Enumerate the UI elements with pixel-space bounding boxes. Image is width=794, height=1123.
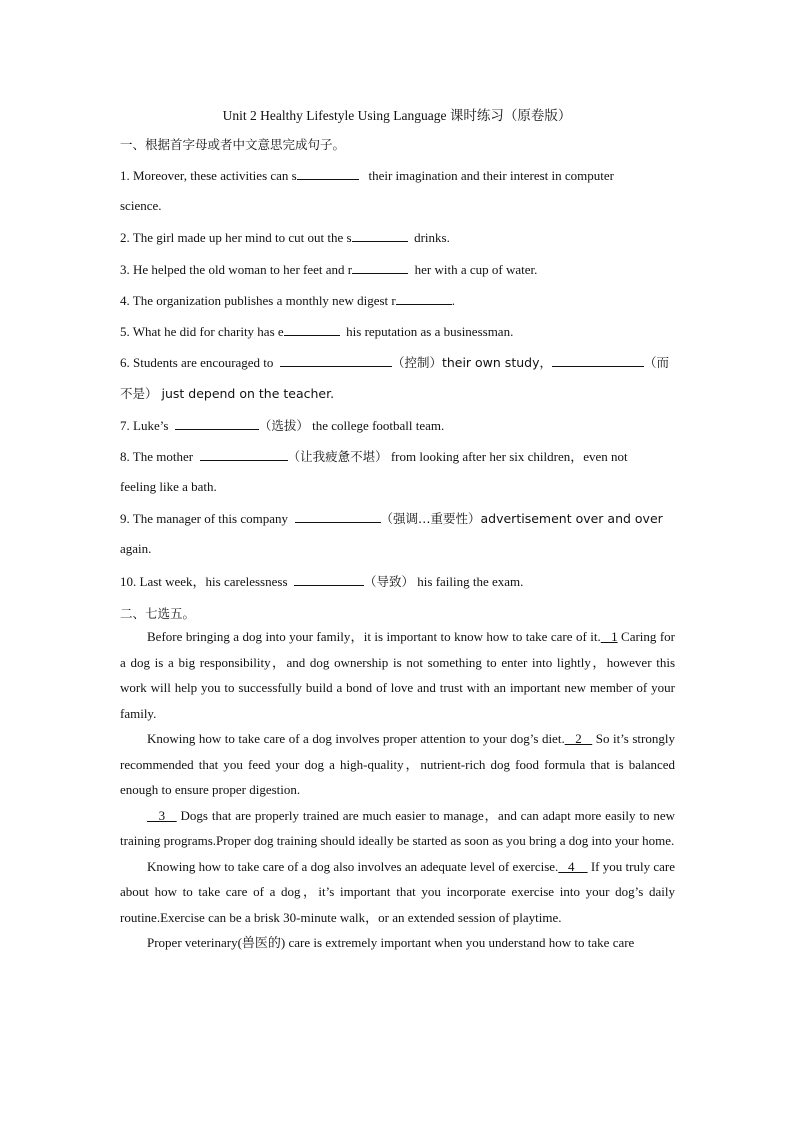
answer-blank	[552, 354, 644, 367]
answer-blank	[294, 573, 364, 586]
section2-heading: 二、七选五。	[120, 606, 196, 621]
paragraph-3: 3 Dogs that are properly trained are much easier to manage，and can adapt more easily to new training programs.Proper dog training should ideally be started as soon as you bring a dog into your home.	[120, 807, 675, 848]
blank-3: 3	[147, 807, 177, 823]
question-1-cont: science.	[120, 198, 162, 213]
passage	[120, 624, 675, 956]
answer-blank	[352, 261, 408, 274]
answer-blank	[396, 292, 452, 305]
question-5: 5. What he did for charity has e his reputation as a businessman.	[120, 324, 514, 339]
question-8-cont: feeling like a bath.	[120, 479, 217, 494]
paragraph-5: Proper veterinary(兽医的) care is extremely important when you understand how to take care	[147, 935, 635, 950]
question-9: 9. The manager of this company （强调…重要性）advertisement over and over	[120, 511, 663, 526]
question-1: 1. Moreover, these activities can s their imagination and their interest in computer	[120, 168, 614, 183]
answer-blank	[280, 354, 392, 367]
question-10: 10. Last week，his carelessness （导致） his failing the exam.	[120, 574, 524, 589]
question-7: 7. Luke’s （选拔） the college football team.	[120, 418, 445, 433]
question-9-cont: again.	[120, 541, 152, 556]
blank-4: 4	[558, 858, 588, 874]
blank-2: 2	[564, 731, 593, 746]
answer-blank	[200, 448, 288, 461]
answer-blank	[297, 167, 359, 180]
question-2: 2. The girl made up her mind to cut out the s drinks.	[120, 230, 450, 245]
answer-blank	[175, 417, 259, 430]
paragraph-2: Knowing how to take care of a dog involves proper attention to your dog’s diet. 2 So it’s strongly recommended that you feed your dog a high-quality，nutrient-rich dog food formula that is balanced enough to ensure proper digestion.	[120, 731, 675, 797]
paragraph-1: Before bringing a dog into your family，it is important to know how to take care of it. 1 Caring for a dog is a big responsibility，and dog ownership is not something to enter into lightly，however this work will help you to successfully build a bond of love and trust with an important new member of your family.	[120, 629, 676, 721]
question-6: 6. Students are encouraged to （控制）their own study， （而	[120, 355, 669, 370]
question-6-cont: 不是） just depend on the teacher.	[120, 386, 335, 401]
question-3: 3. He helped the old woman to her feet and r her with a cup of water.	[120, 262, 538, 277]
document-title: Unit 2 Healthy Lifestyle Using Language 课时练习（原卷版）	[222, 108, 572, 123]
paragraph-4: Knowing how to take care of a dog also involves an adequate level of exercise. 4 If you truly care about how to take care of a dog，it’s important that you incorporate exercise into your dog’s daily routine.Exercise can be a brisk 30-minute walk，or an extended session of playtime.	[120, 858, 675, 925]
answer-blank	[284, 323, 340, 336]
blank-1: 1	[600, 629, 618, 644]
answer-blank	[352, 229, 408, 242]
question-4: 4. The organization publishes a monthly new digest r .	[120, 293, 455, 308]
section1-heading: 一、根据首字母或者中文意思完成句子。	[120, 137, 346, 152]
answer-blank	[295, 510, 381, 523]
question-8: 8. The mother （让我疲惫不堪） from looking after her six children，even not	[120, 449, 628, 464]
